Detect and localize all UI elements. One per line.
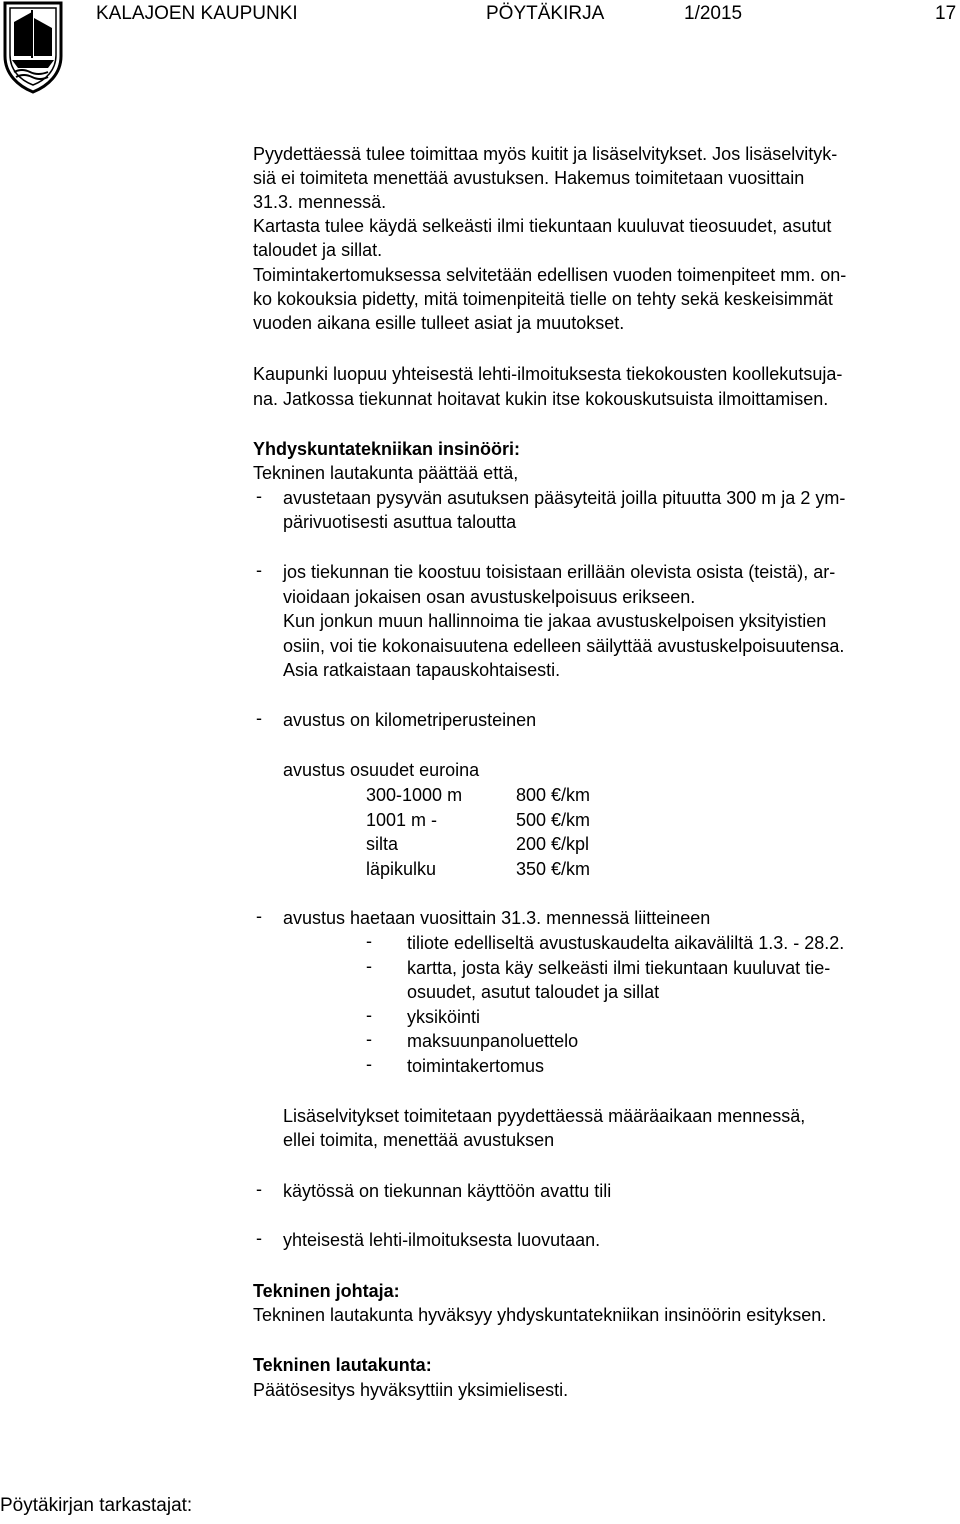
list-item: avustus on kilometriperusteinen <box>283 710 537 730</box>
rate-label: 1001 m - <box>366 810 438 830</box>
header-doc-type: PÖYTÄKIRJA <box>486 3 605 24</box>
extra-note: ellei toimita, menettää avustuksen <box>283 1130 555 1150</box>
attachment-item: kartta, josta käy selkeästi ilmi tiekuntaan kuuluvat tie- <box>407 958 831 978</box>
rate-value: 500 €/km <box>516 810 591 830</box>
header-doc-number: 1/2015 <box>684 3 743 24</box>
list-item: avustetaan pysyvän asutuksen pääsyteitä joilla pituutta 300 m ja 2 ym- <box>283 488 846 508</box>
extra-note: Lisäselvitykset toimitetaan pyydettäessä määräaikaan mennessä, <box>283 1106 806 1126</box>
body-text: Pyydettäessä tulee toimittaa myös kuitit ja lisäselvitykset. Jos lisäselvityk- <box>253 144 838 164</box>
list-dash: - <box>366 931 372 951</box>
list-item: pärivuotisesti asuttua taloutta <box>283 512 517 532</box>
section-heading-board: Tekninen lautakunta: <box>253 1355 432 1375</box>
list-dash: - <box>366 1029 372 1049</box>
section-heading-engineer: Yhdyskuntatekniikan insinööri: <box>253 439 521 459</box>
attachment-item: yksiköinti <box>407 1007 481 1027</box>
section-heading-director: Tekninen johtaja: <box>253 1281 400 1301</box>
body-text: Kaupunki luopuu yhteisestä lehti-ilmoituksesta tiekokousten koollekutsuja- <box>253 364 843 384</box>
body-text: Toimintakertomuksessa selvitetään edellisen vuoden toimenpiteet mm. on- <box>253 265 847 285</box>
footer-reviewers-label: Pöytäkirjan tarkastajat: <box>0 1495 193 1516</box>
header-page-number: 17 <box>935 3 957 24</box>
rate-value: 350 €/km <box>516 859 591 879</box>
list-item: käytössä on tiekunnan käyttöön avattu tili <box>283 1181 612 1201</box>
attachment-item: tiliote edelliseltä avustuskaudelta aikaväliltä 1.3. - 28.2. <box>407 933 845 953</box>
header-org: KALAJOEN KAUPUNKI <box>96 3 298 24</box>
list-item: vioidaan jokaisen osan avustuskelpoisuus erikseen. <box>283 587 696 607</box>
attachment-item: osuudet, asutut taloudet ja sillat <box>407 982 660 1002</box>
list-item: Kun jonkun muun hallinnoima tie jakaa avustuskelpoisen yksityistien <box>283 611 827 631</box>
body-text: na. Jatkossa tiekunnat hoitavat kukin itse kokouskutsuista ilmoittamisen. <box>253 389 829 409</box>
list-item: Asia ratkaistaan tapauskohtaisesti. <box>283 660 561 680</box>
list-item: osiin, voi tie kokonaisuutena edelleen säilyttää avustuskelpoisuutensa. <box>283 636 845 656</box>
list-dash: - <box>256 1179 262 1199</box>
list-dash: - <box>366 1054 372 1074</box>
rate-label: 300-1000 m <box>366 785 463 805</box>
rates-heading: avustus osuudet euroina <box>283 760 480 780</box>
director-text: Tekninen lautakunta hyväksyy yhdyskuntatekniikan insinöörin esityksen. <box>253 1305 827 1325</box>
rate-value: 800 €/km <box>516 785 591 805</box>
list-dash: - <box>256 708 262 728</box>
body-text: vuoden aikana esille tulleet asiat ja muutokset. <box>253 313 625 333</box>
list-dash: - <box>256 560 262 580</box>
attachment-item: maksuunpanoluettelo <box>407 1031 579 1051</box>
decision-intro: Tekninen lautakunta päättää että, <box>253 463 519 483</box>
body-text: 31.3. mennessä. <box>253 192 387 212</box>
list-dash: - <box>366 1005 372 1025</box>
list-item: jos tiekunnan tie koostuu toisistaan erillään olevista osista (teistä), ar- <box>283 562 836 582</box>
city-crest-icon <box>2 0 64 94</box>
attachment-item: toimintakertomus <box>407 1056 545 1076</box>
body-text: siä ei toimiteta menettää avustuksen. Hakemus toimitetaan vuosittain <box>253 168 805 188</box>
list-dash: - <box>256 906 262 926</box>
list-dash: - <box>366 956 372 976</box>
body-text: ko kokouksia pidetty, mitä toimenpiteitä tielle on tehty sekä keskeisimmät <box>253 289 833 309</box>
list-dash: - <box>256 1228 262 1248</box>
list-item: avustus haetaan vuosittain 31.3. mennessä liitteineen <box>283 908 711 928</box>
list-dash: - <box>256 486 262 506</box>
board-text: Päätösesitys hyväksyttiin yksimielisesti. <box>253 1380 569 1400</box>
rate-label: silta <box>366 834 399 854</box>
body-text: Kartasta tulee käydä selkeästi ilmi tiekuntaan kuuluvat tieosuudet, asutut <box>253 216 832 236</box>
rate-value: 200 €/kpl <box>516 834 590 854</box>
list-item: yhteisestä lehti-ilmoituksesta luovutaan. <box>283 1230 601 1250</box>
rate-label: läpikulku <box>366 859 437 879</box>
body-text: taloudet ja sillat. <box>253 240 383 260</box>
